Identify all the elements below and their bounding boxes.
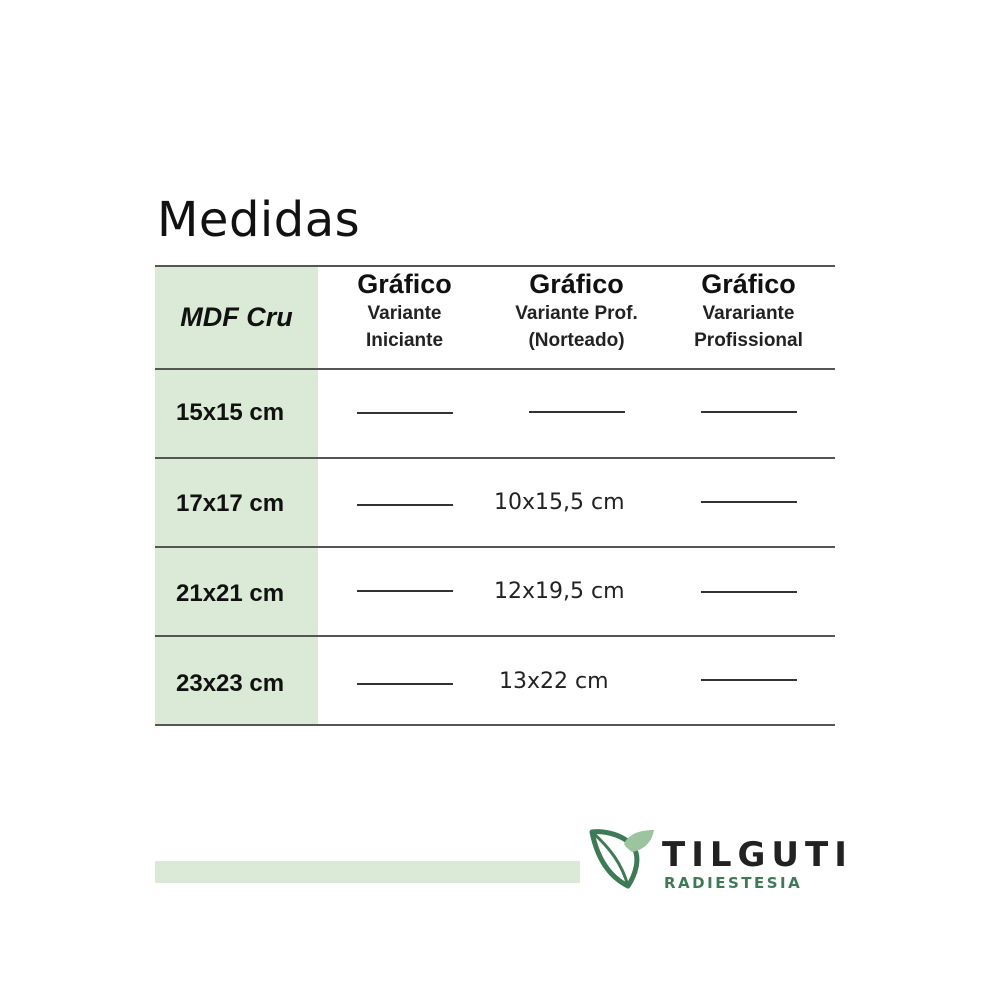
column-subtitle: Variante Prof. — [515, 303, 638, 324]
empty-cell-dash — [357, 683, 453, 685]
corner-header — [155, 265, 318, 369]
column-title: Gráfico — [357, 269, 452, 299]
column-subtitle: Variante — [367, 303, 442, 324]
brand-name: TILGUTI — [662, 835, 853, 875]
table-bottom-border — [155, 724, 835, 726]
column-subtitle: Iniciante — [365, 330, 444, 351]
row-divider — [155, 457, 835, 459]
footer-bar — [155, 861, 580, 883]
measurements-table — [155, 265, 835, 726]
row-divider — [155, 546, 835, 548]
leaf-icon — [588, 826, 658, 890]
column-title: Gráfico — [701, 269, 796, 299]
column-header — [661, 265, 836, 369]
empty-cell-dash — [357, 412, 453, 414]
empty-cell-dash — [357, 504, 453, 506]
row-divider — [155, 635, 835, 637]
empty-cell-dash — [529, 411, 625, 413]
row-label: 15x15 cm — [176, 399, 285, 426]
cell-value: 10x15,5 cm — [494, 490, 625, 515]
row-label: 17x17 cm — [176, 490, 285, 517]
page-title: Medidas — [157, 192, 361, 248]
brand-subtitle: RADIESTESIA — [664, 874, 803, 892]
corner-label: MDF Cru — [180, 301, 293, 332]
cell-value: 12x19,5 cm — [494, 579, 625, 604]
column-subtitle: Profissional — [694, 330, 803, 351]
empty-cell-dash — [701, 411, 797, 413]
empty-cell-dash — [701, 679, 797, 681]
column-header — [317, 265, 492, 369]
empty-cell-dash — [701, 501, 797, 503]
row-label: 21x21 cm — [176, 580, 285, 607]
brand-logo — [588, 826, 853, 896]
column-header — [489, 265, 664, 369]
cell-value: 13x22 cm — [499, 669, 609, 694]
empty-cell-dash — [357, 590, 453, 592]
column-subtitle: (Norteado) — [528, 330, 625, 351]
empty-cell-dash — [701, 591, 797, 593]
row-label: 23x23 cm — [176, 670, 285, 697]
column-title: Gráfico — [529, 269, 624, 299]
column-subtitle: Varariante — [702, 303, 795, 324]
